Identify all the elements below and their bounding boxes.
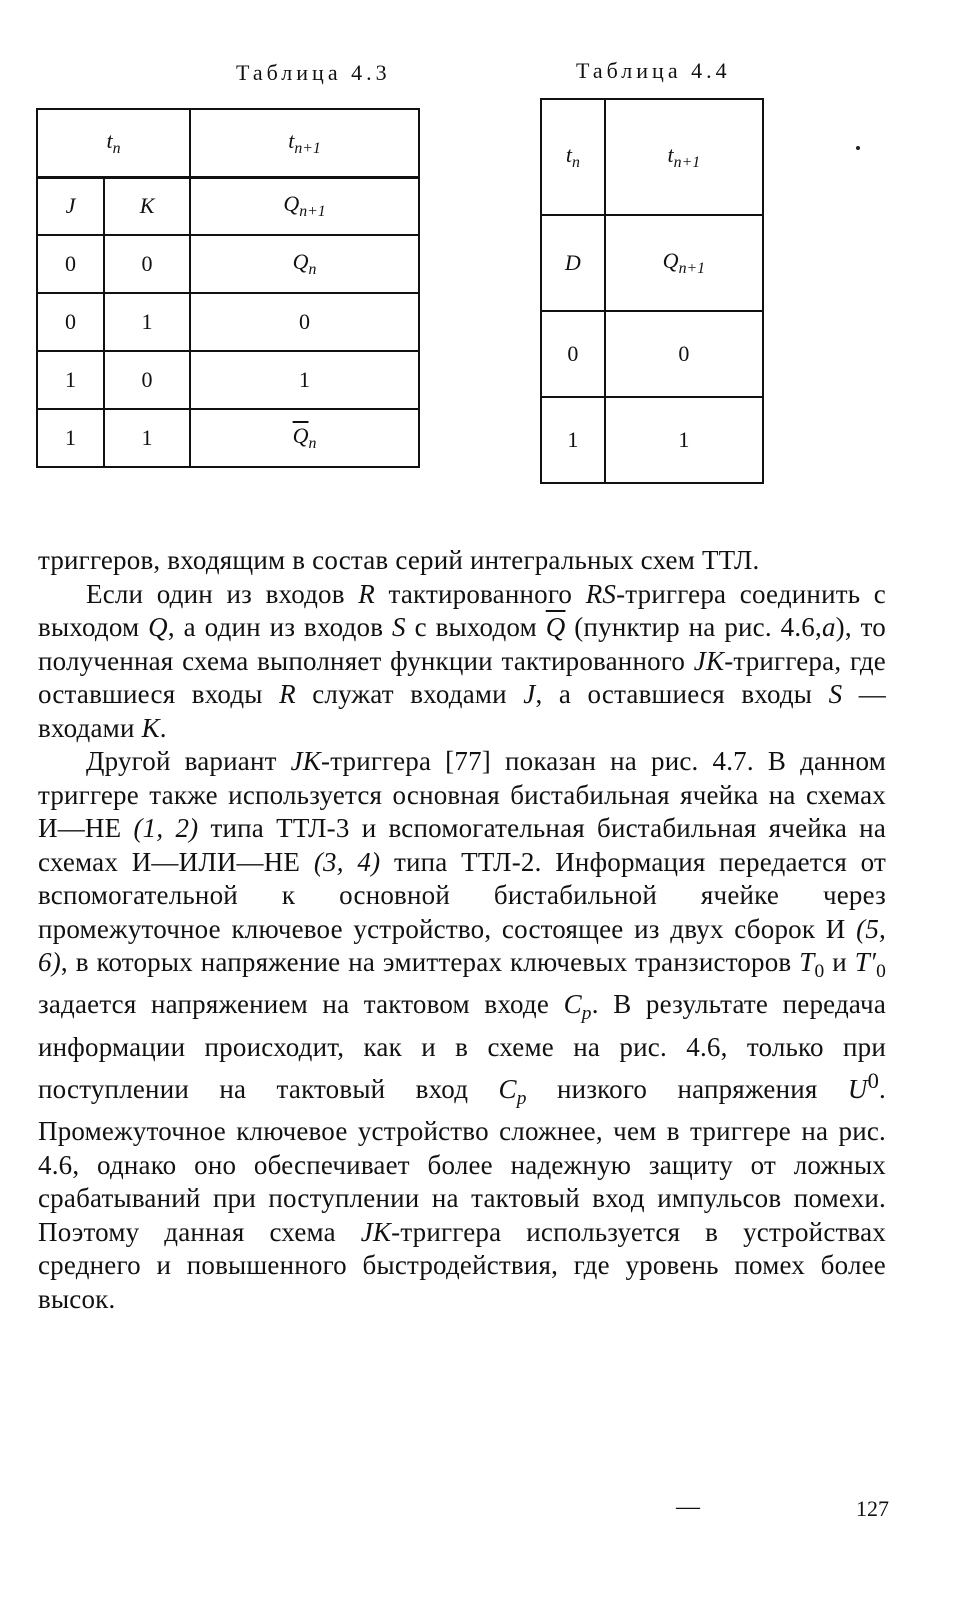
cell: 0 [37,235,104,293]
col-q: $Q_{n+1}$ [190,177,419,235]
col-j: J [37,177,104,235]
paragraph-3: Другой вариант JK-триггера [77] показан на рис. 4.7. В данном триггере также используется основная бистабильная ячейка на схемах И—НЕ (1, 2) типа ТТЛ-3 и вспомогательная бистабильная ячейка на схемах И—ИЛИ—НЕ (3, 4) типа ТТЛ-2. Информация передается от вспомогательной к основной бистабильной ячейке через промежуточное ключевое устройство, состоящее из двух сборок И (5, 6), в которых напряжение на эмиттерах ключевых транзисторов $T_0$ и $T'_0$ задается напряжением на тактовом входе $C_p$. В результате передача информации происходит, как и в схеме на рис. 4.6, только при поступлении на тактовый вход $C_p$ низкого напряжения $U^0$. Промежуточное ключевое устройство сложнее, чем в триггере на рис. 4.6, однако оно обеспечивает более надежную защиту от ложных срабатываний при поступлении на тактовый вход импульсов помехи. Поэтому данная схема JK-триггера используется в устройствах среднего и повышенного быстродействия, где уровень помех более высок. [38,746,887,1314]
table-row [541,311,763,397]
body-text [38,544,886,1316]
table-row [37,351,419,409]
table-4-3-caption: Таблица 4.3 [236,60,391,85]
cell: 1 [190,351,419,409]
table-4-4-caption: Таблица 4.4 [576,58,731,83]
cell: 0 [541,311,605,397]
cell: 0 [104,235,190,293]
col-q: $Q_{n+1}$ [605,215,763,311]
page-number: 127 [856,1496,889,1521]
cell: $\overline{Q}_n$ [190,409,419,467]
table-row [37,109,419,177]
col-d: D [541,215,605,311]
table-row [37,293,419,351]
table-row [37,409,419,467]
footer-dash: — [676,1494,700,1520]
table-row [37,235,419,293]
cell: 1 [37,351,104,409]
cell: 0 [104,351,190,409]
cell: 0 [190,293,419,351]
cell: $Q_n$ [190,235,419,293]
table-4-3 [36,108,420,468]
header-tn1: $t_{n+1}$ [667,142,701,171]
cell: 1 [104,409,190,467]
header-tn1: $t_{n+1}$ [288,127,321,157]
cell: 0 [605,311,763,397]
cell: 1 [37,409,104,467]
cell: 0 [37,293,104,351]
cell: 1 [104,293,190,351]
header-tn: $t_n$ [541,99,605,215]
cell: 1 [605,397,763,483]
table-row [541,99,763,215]
paragraph-1: триггеров, входящим в состав серий интегральных схем ТТЛ. [38,545,760,575]
table-row [541,215,763,311]
table-row [541,397,763,483]
speck [856,146,860,150]
table-row [37,177,419,235]
header-tn: $t_n$ [37,109,190,177]
cell: 1 [541,397,605,483]
table-4-4 [540,98,764,484]
paragraph-2: Если один из входов R тактированного RS-триггера соединить с выходом Q, а один из входов S с выходом $\overline{Q}$ (пунктир на рис. 4.6,а), то полученная схема выполняет функции тактированного JK-триггера, где оставшиеся входы R служат входами J, а оставшиеся входы S — входами K. [38,578,887,743]
col-k: K [104,177,190,235]
